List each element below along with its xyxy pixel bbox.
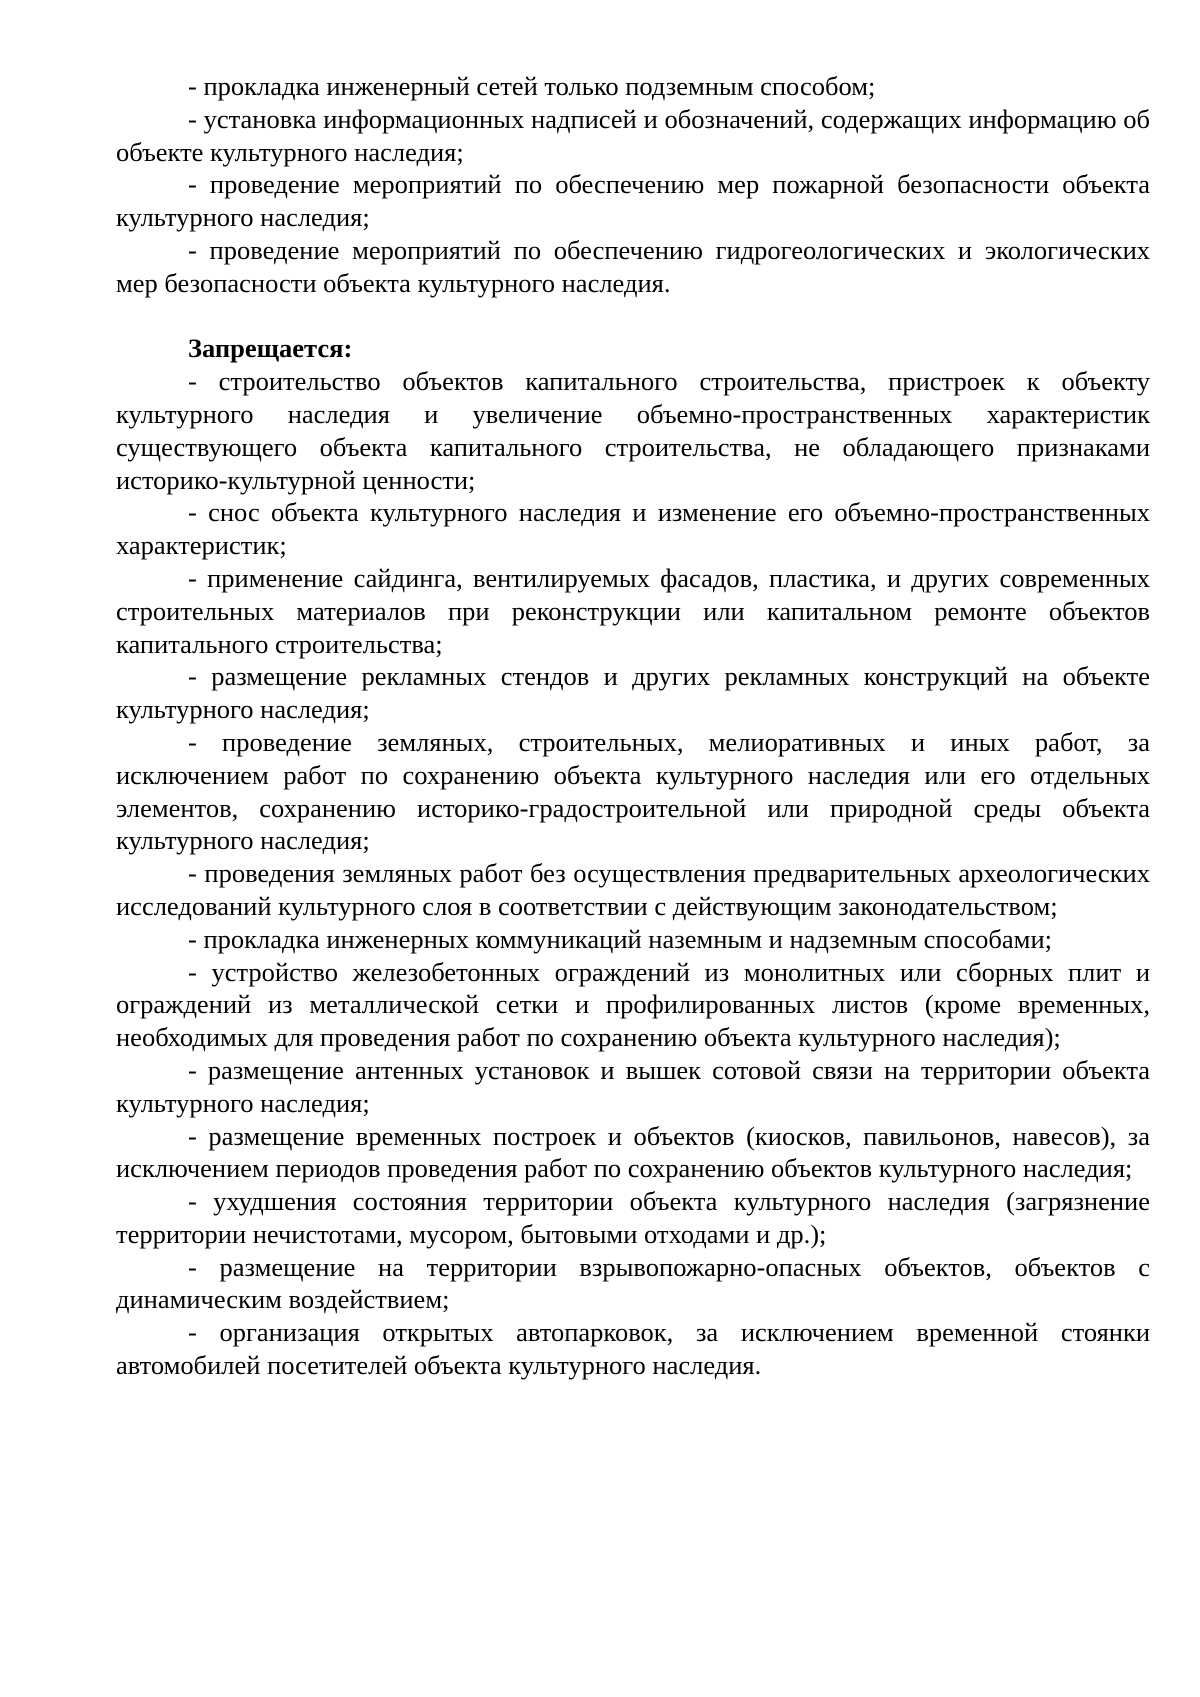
prohibited-item: - применение сайдинга, вентилируемых фасадов, пластика, и других современных строительных материалов при реконструкции или капитальном ремонте объектов капитального строительства;: [116, 562, 1150, 659]
allowed-item: - установка информационных надписей и обозначений, содержащих информацию об объекте культурного наследия;: [116, 103, 1150, 167]
prohibited-item: - строительство объектов капитального строительства, пристроек к объекту культурного наследия и увеличение объемно-пространственных характеристик существующего объекта капитального строительства, не обладающего признаками историко-культурной ценности;: [116, 366, 1150, 495]
section-gap: [116, 300, 1150, 333]
prohibited-item: - размещение временных построек и объектов (киосков, павильонов, навесов), за исключением периодов проведения работ по сохранению объектов культурного наследия;: [116, 1120, 1150, 1184]
prohibited-item: - размещение на территории взрывопожарно-опасных объектов, объектов с динамическим воздействием;: [116, 1251, 1150, 1315]
prohibited-heading: Запрещается:: [188, 333, 353, 364]
prohibited-item: - размещение антенных установок и вышек сотовой связи на территории объекта культурного наследия;: [116, 1054, 1150, 1118]
prohibited-item: - размещение рекламных стендов и других рекламных конструкций на объекте культурного наследия;: [116, 661, 1150, 725]
allowed-item: - проведение мероприятий по обеспечению гидрогеологических и экологических мер безопасности объекта культурного наследия.: [116, 234, 1150, 298]
allowed-item: - прокладка инженерный сетей только подземным способом;: [188, 71, 876, 101]
document-page: [116, 70, 1150, 1382]
allowed-item: - проведение мероприятий по обеспечению мер пожарной безопасности объекта культурного наследия;: [116, 169, 1150, 233]
prohibited-item: - прокладка инженерных коммуникаций наземным и надземным способами;: [188, 923, 1052, 954]
prohibited-item: - устройство железобетонных ограждений из монолитных или сборных плит и ограждений из металлической сетки и профилированных листов (кроме временных, необходимых для проведения работ по сохранению объекта культурного наследия);: [116, 956, 1150, 1053]
prohibited-item: - снос объекта культурного наследия и изменение его объемно-пространственных характеристик;: [116, 497, 1150, 561]
prohibited-item: - проведения земляных работ без осуществления предварительных археологических исследований культурного слоя в соответствии с действующим законодательством;: [116, 858, 1150, 921]
prohibited-item: - проведение земляных, строительных, мелиоративных и иных работ, за исключением работ по сохранению объекта культурного наследия или его отдельных элементов, сохранению историко-градостроительной или природной среды объекта культурного наследия;: [116, 726, 1150, 856]
prohibited-item: - ухудшения состояния территории объекта культурного наследия (загрязнение территории нечистотами, мусором, бытовыми отходами и др.);: [116, 1186, 1150, 1249]
prohibited-item: - организация открытых автопарковок, за исключением временной стоянки автомобилей посетителей объекта культурного наследия.: [116, 1317, 1150, 1381]
